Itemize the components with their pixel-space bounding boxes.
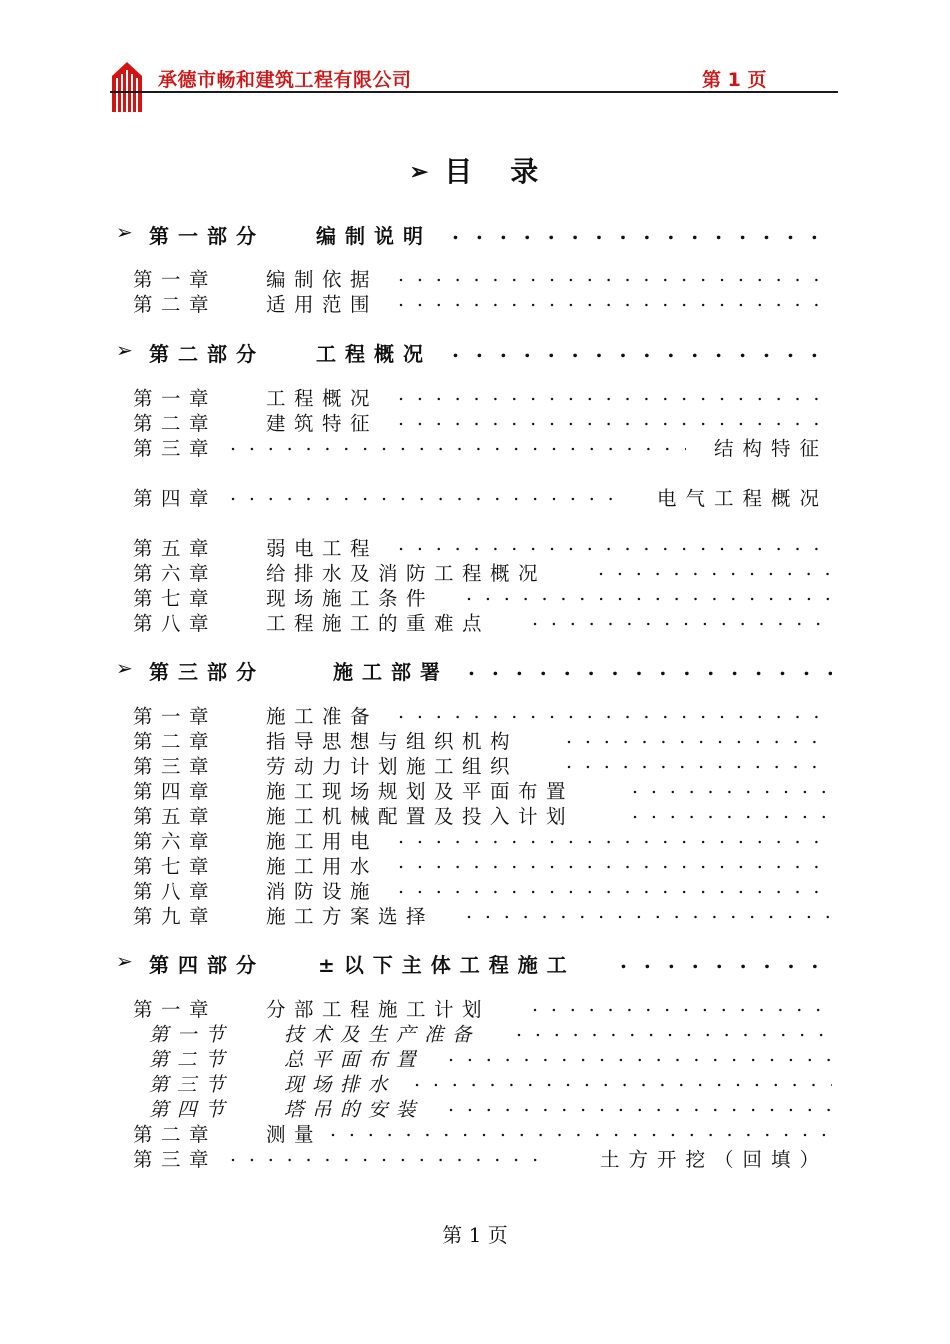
toc-chapter[interactable] [0,433,950,459]
chapter-label: 第一章 [133,387,218,410]
chapter-label: 第五章 [133,805,218,828]
chapter-title: 给排水及消防工程概况 [266,562,547,585]
chapter-label: 第四章 [133,487,218,510]
chapter-label: 第二章 [133,730,218,753]
leader-dots [398,408,832,430]
toc-part-3[interactable] [0,656,950,682]
leader-dots [398,701,832,723]
chapter-title: 电气工程概况 [656,487,828,510]
arrow-bullet-icon: ➢ [116,949,133,973]
toc-section[interactable] [0,1044,950,1070]
chapter-title: 编制依据 [266,268,379,291]
chapter-title: 施工用电 [266,830,379,853]
toc-chapter[interactable] [0,533,950,559]
company-name: 承德市畅和建筑工程有限公司 [158,69,412,91]
leader-dots [230,1144,550,1166]
leader-dots [468,656,832,680]
leader-dots [230,483,618,505]
toc-title-part2: 录 [510,155,541,188]
toc-title-part1: 目 [444,155,475,188]
toc-section[interactable] [0,1019,950,1045]
chapter-title: 施工方案选择 [266,905,435,928]
section-title: 现场排水 [284,1073,397,1096]
part-title: 编制说明 [316,224,432,248]
leader-dots [566,751,832,773]
section-title: 总平面布置 [284,1048,425,1071]
toc-chapter[interactable] [0,876,950,902]
section-label: 第四节 [149,1098,234,1121]
toc-chapter[interactable] [0,726,950,752]
chapter-label: 第五章 [133,537,218,560]
toc-section[interactable] [0,1094,950,1120]
leader-dots [398,383,832,405]
toc-chapter[interactable] [0,408,950,434]
chapter-label: 第一章 [133,705,218,728]
chapter-title: 适用范围 [266,293,379,316]
toc-section[interactable] [0,1069,950,1095]
leader-dots [598,558,832,580]
toc-chapter[interactable] [0,994,950,1020]
chapter-title: 工程施工的重难点 [266,612,491,635]
chapter-label: 第八章 [133,612,218,635]
toc-chapter[interactable] [0,483,950,509]
chapter-title: 结构特征 [713,437,828,460]
toc-part-2[interactable] [0,338,950,364]
leader-dots [452,338,832,362]
toc-chapter[interactable] [0,826,950,852]
chapter-title: 劳动力计划施工组织 [266,755,519,778]
leader-dots [414,1069,832,1091]
toc-part-1[interactable] [0,220,950,246]
leader-dots [398,826,832,848]
toc-chapter[interactable] [0,776,950,802]
toc-chapter[interactable] [0,289,950,315]
chapter-label: 第二章 [133,1123,218,1146]
toc-part-4[interactable] [0,949,950,975]
arrow-bullet-icon: ➢ [116,656,133,680]
part-title: ±以下主体工程施工 [318,953,576,977]
chapter-title: 现场施工条件 [266,587,435,610]
chapter-title: 弱电工程 [266,537,379,560]
chapter-title: 分部工程施工计划 [266,998,491,1021]
chapter-title: 测量 [266,1123,323,1146]
chapter-label: 第三章 [133,755,218,778]
leader-dots [532,994,832,1016]
chapter-label: 第三章 [133,1148,218,1171]
chapter-label: 第六章 [133,562,218,585]
chapter-label: 第七章 [133,855,218,878]
section-label: 第一节 [149,1023,234,1046]
toc-chapter[interactable] [0,751,950,777]
toc-chapter[interactable] [0,1144,950,1170]
chapter-label: 第六章 [133,830,218,853]
part-title: 工程概况 [316,342,432,366]
footer-page-number: 第 1 页 [442,1223,508,1247]
leader-dots [230,433,686,455]
chapter-title: 消防设施 [266,880,379,903]
toc-chapter[interactable] [0,801,950,827]
toc-chapter[interactable] [0,901,950,927]
leader-dots [632,801,832,823]
header-page-number: 第 1 页 [702,69,767,91]
part-label: 第三部分 [149,660,265,684]
leader-dots [466,901,832,923]
leader-dots [566,726,832,748]
chapter-title: 建筑特征 [266,412,379,435]
leader-dots [398,876,832,898]
part-label: 第一部分 [149,224,265,248]
chapter-label: 第一章 [133,268,218,291]
toc-chapter[interactable] [0,701,950,727]
chapter-label: 第二章 [133,412,218,435]
chapter-label: 第三章 [133,437,218,460]
section-label: 第二节 [149,1048,234,1071]
toc-chapter[interactable] [0,851,950,877]
leader-dots [448,1044,832,1066]
part-title: 施工部署 [333,660,449,684]
section-title: 技术及生产准备 [284,1023,481,1046]
leader-dots [398,264,832,286]
toc-chapter[interactable] [0,1119,950,1145]
chapter-title: 施工机械配置及投入计划 [266,805,575,828]
part-label: 第二部分 [149,342,265,366]
chapter-title: 土方开挖（回填） [599,1148,828,1171]
leader-dots [516,1019,832,1041]
leader-dots [398,289,832,311]
leader-dots [632,776,832,798]
leader-dots [452,220,832,244]
leader-dots [532,608,832,630]
toc-chapter[interactable] [0,583,950,609]
chapter-label: 第九章 [133,905,218,928]
arrow-bullet-icon: ➢ [116,220,133,244]
chapter-title: 施工用水 [266,855,379,878]
chapter-label: 第四章 [133,780,218,803]
section-label: 第三节 [149,1073,234,1096]
chapter-title: 指导思想与组织机构 [266,730,519,753]
toc-chapter[interactable] [0,383,950,409]
chapter-title: 施工准备 [266,705,379,728]
part-label: 第四部分 [149,953,265,977]
chapter-label: 第七章 [133,587,218,610]
toc-chapter[interactable] [0,608,950,634]
chapter-label: 第八章 [133,880,218,903]
chapter-label: 第一章 [133,998,218,1021]
leader-dots [466,583,832,605]
toc-chapter[interactable] [0,558,950,584]
chapter-title: 施工现场规划及平面布置 [266,780,575,803]
leader-dots [330,1119,832,1141]
leader-dots [398,533,832,555]
chapter-title: 工程概况 [266,387,379,410]
arrow-bullet-icon: ➢ [409,159,431,185]
leader-dots [620,949,832,973]
leader-dots [448,1094,832,1116]
section-title: 塔吊的安装 [284,1098,425,1121]
toc-chapter[interactable] [0,264,950,290]
leader-dots [398,851,832,873]
chapter-label: 第二章 [133,293,218,316]
arrow-bullet-icon: ➢ [116,338,133,362]
